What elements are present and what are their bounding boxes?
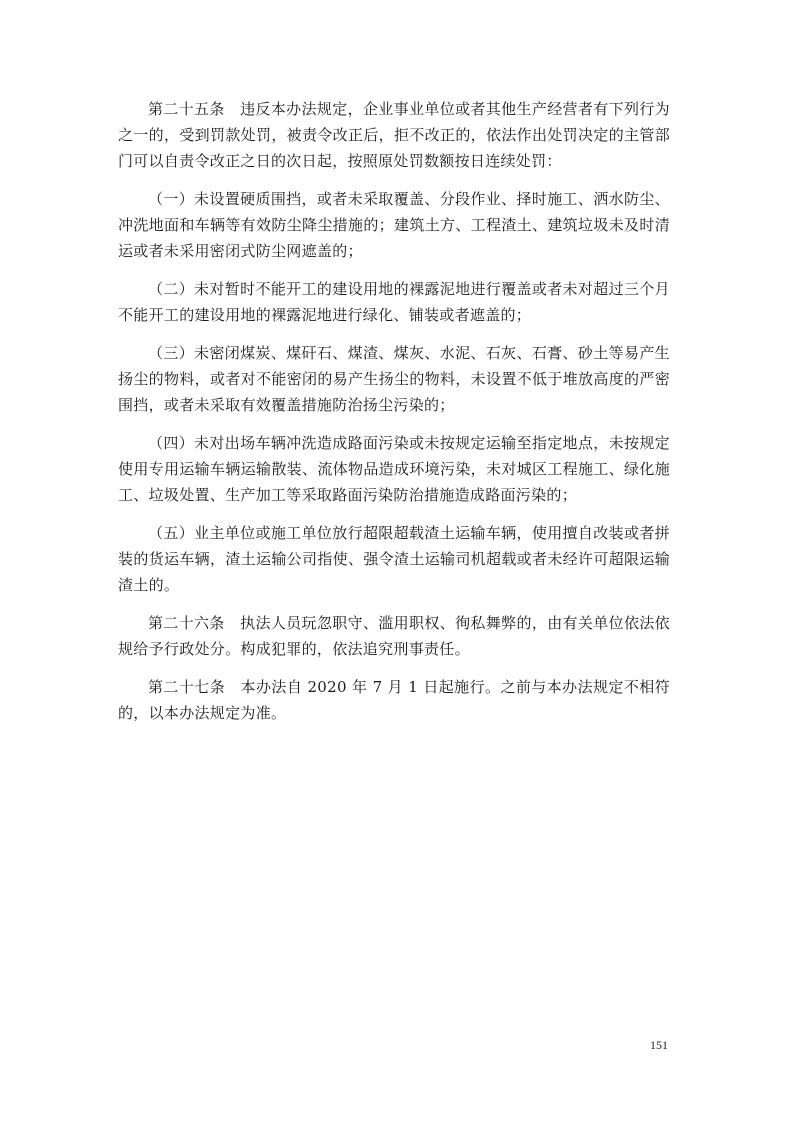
article-25-item-5: （五）业主单位或施工单位放行超限超载渣土运输车辆，使用擅自改装或者拼装的货运车辆，渣土运输公司指使、强令渣土运输司机超载或者未经许可超限运输渣土的。 [118, 524, 670, 594]
article-27-paragraph: 第二十七条 本办法自 2020 年 7 月 1 日起施行。之前与本办法规定不相符的，以本办法规定为准。 [118, 678, 670, 722]
document-body [118, 96, 670, 738]
article-26-paragraph: 第二十六条 执法人员玩忽职守、滥用职权、徇私舞弊的，由有关单位依法依规给予行政处分。构成犯罪的，依法追究刑事责任。 [118, 614, 670, 658]
article-25-paragraph: 第二十五条 违反本办法规定，企业事业单位或者其他生产经营者有下列行为之一的，受到罚款处罚，被责令改正后，拒不改正的，依法作出处罚决定的主管部门可以自责令改正之日的次日起，按照原处罚数额按日连续处罚： [118, 100, 670, 170]
article-25-item-2: （二）未对暂时不能开工的建设用地的裸露泥地进行覆盖或者未对超过三个月不能开工的建设用地的裸露泥地进行绿化、铺装或者遮盖的； [118, 280, 670, 324]
article-25-item-4: （四）未对出场车辆冲洗造成路面污染或未按规定运输至指定地点，未按规定使用专用运输车辆运输散装、流体物品造成环境污染，未对城区工程施工、绿化施工、垃圾处置、生产加工等采取路面污染防治措施造成路面污染的； [118, 434, 670, 504]
article-25-item-1: （一）未设置硬质围挡，或者未采取覆盖、分段作业、择时施工、洒水防尘、冲洗地面和车辆等有效防尘降尘措施的；建筑土方、工程渣土、建筑垃圾未及时清运或者未采用密闭式防尘网遮盖的； [118, 190, 670, 260]
page-number: 151 [650, 1038, 668, 1052]
article-25-item-3: （三）未密闭煤炭、煤矸石、煤渣、煤灰、水泥、石灰、石膏、砂土等易产生扬尘的物料，或者对不能密闭的易产生扬尘的物料，未设置不低于堆放高度的严密围挡，或者未采取有效覆盖措施防治扬尘污染的； [118, 344, 670, 414]
